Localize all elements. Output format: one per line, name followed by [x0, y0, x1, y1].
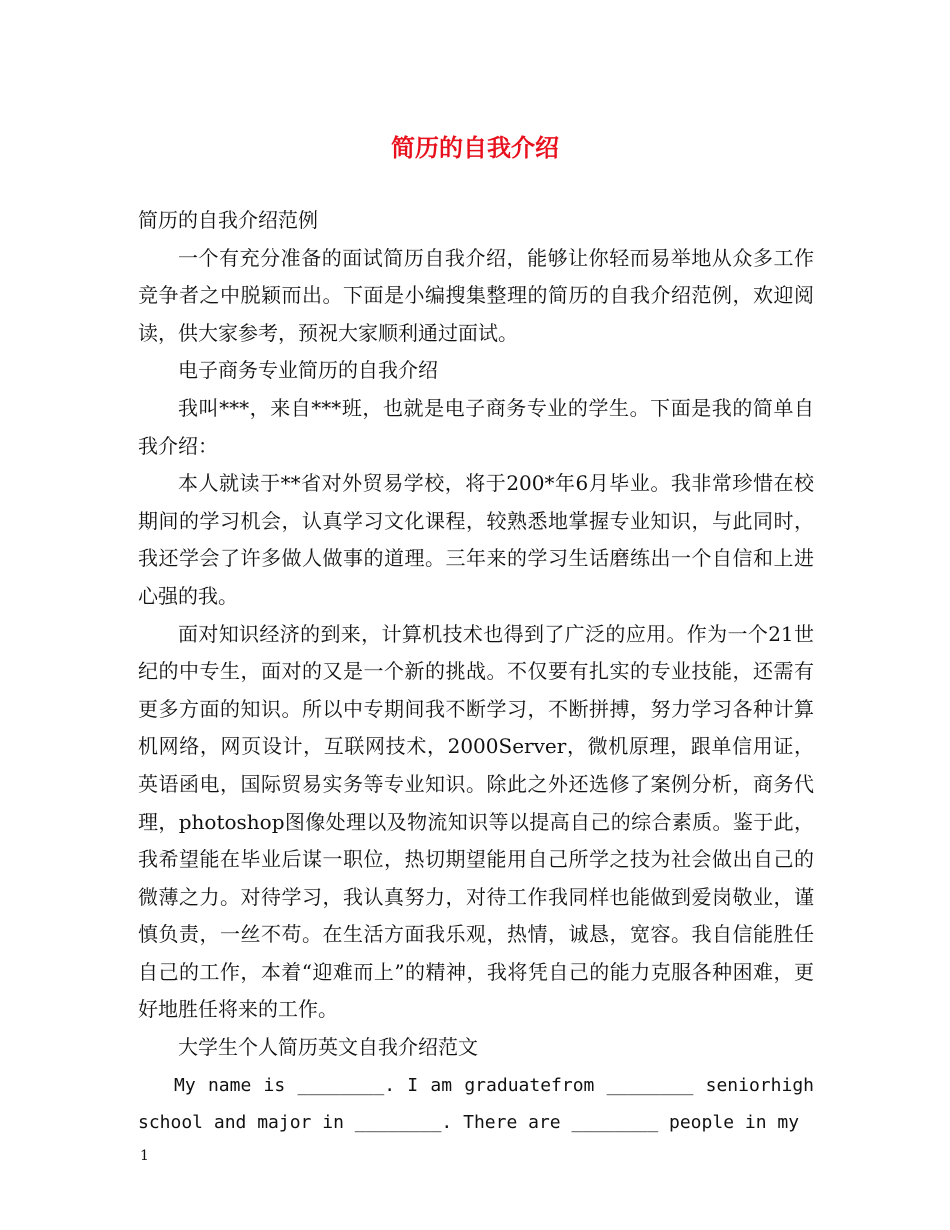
section-heading-english: 大学生个人简历英文自我介绍范文: [178, 1035, 478, 1060]
section-heading-examples: 简历的自我介绍范例: [138, 208, 318, 232]
document-title: 简历的自我介绍: [391, 133, 559, 162]
page-number: 1: [140, 1148, 149, 1164]
school-paragraph: 本人就读于**省对外贸易学校，将于200*年6月毕业。我非常珍惜在校期间的学习机会，认真学习文化课程，较熟悉地掌握专业知识，与此同时，我还学会了许多做人做事的道理。三年来的学习生话磨练出一个自信和上进心强的我。: [138, 471, 814, 608]
english-paragraph: My name is ________. I am graduatefrom ________ seniorhigh school and major in ________. There are ________ people in my: [138, 1074, 814, 1134]
skills-paragraph: 面对知识经济的到来，计算机技术也得到了广泛的应用。作为一个21世纪的中专生，面对的又是一个新的挑战。不仅要有扎实的专业技能，还需有更多方面的知识。所以中专期间我不断学习，不断拼搏，努力学习各种计算机网络，网页设计，互联网技术，2000Server，微机原理，跟单信用证，英语函电，国际贸易实务等专业知识。除此之外还选修了案例分析，商务代理，photoshop图像处理以及物流知识等以提高自己的综合素质。鉴于此，我希望能在毕业后谋一职位，热切期望能用自己所学之技为社会做出自己的微薄之力。对待学习，我认真努力，对待工作我同样也能做到爱岗敬业，谨慎负责，一丝不苟。在生活方面我乐观，热情，诚恳，宽容。我自信能胜任自己的工作，本着“迎难而上”的精神，我将凭自己的能力克服各种困难，更好地胜任将来的工作。: [138, 621, 814, 1022]
intro-paragraph: 一个有充分准备的面试简历自我介绍，能够让你轻而易举地从众多工作竞争者之中脱颖而出。下面是小编搜集整理的简历的自我介绍范例，欢迎阅读，供大家参考，预祝大家顺利通过面试。: [138, 245, 814, 345]
section-heading-ecommerce: 电子商务专业简历的自我介绍: [178, 358, 438, 383]
document-body: [138, 202, 814, 1142]
self-intro-paragraph: 我叫***，来自***班，也就是电子商务专业的学生。下面是我的简单自我介绍：: [138, 395, 814, 458]
